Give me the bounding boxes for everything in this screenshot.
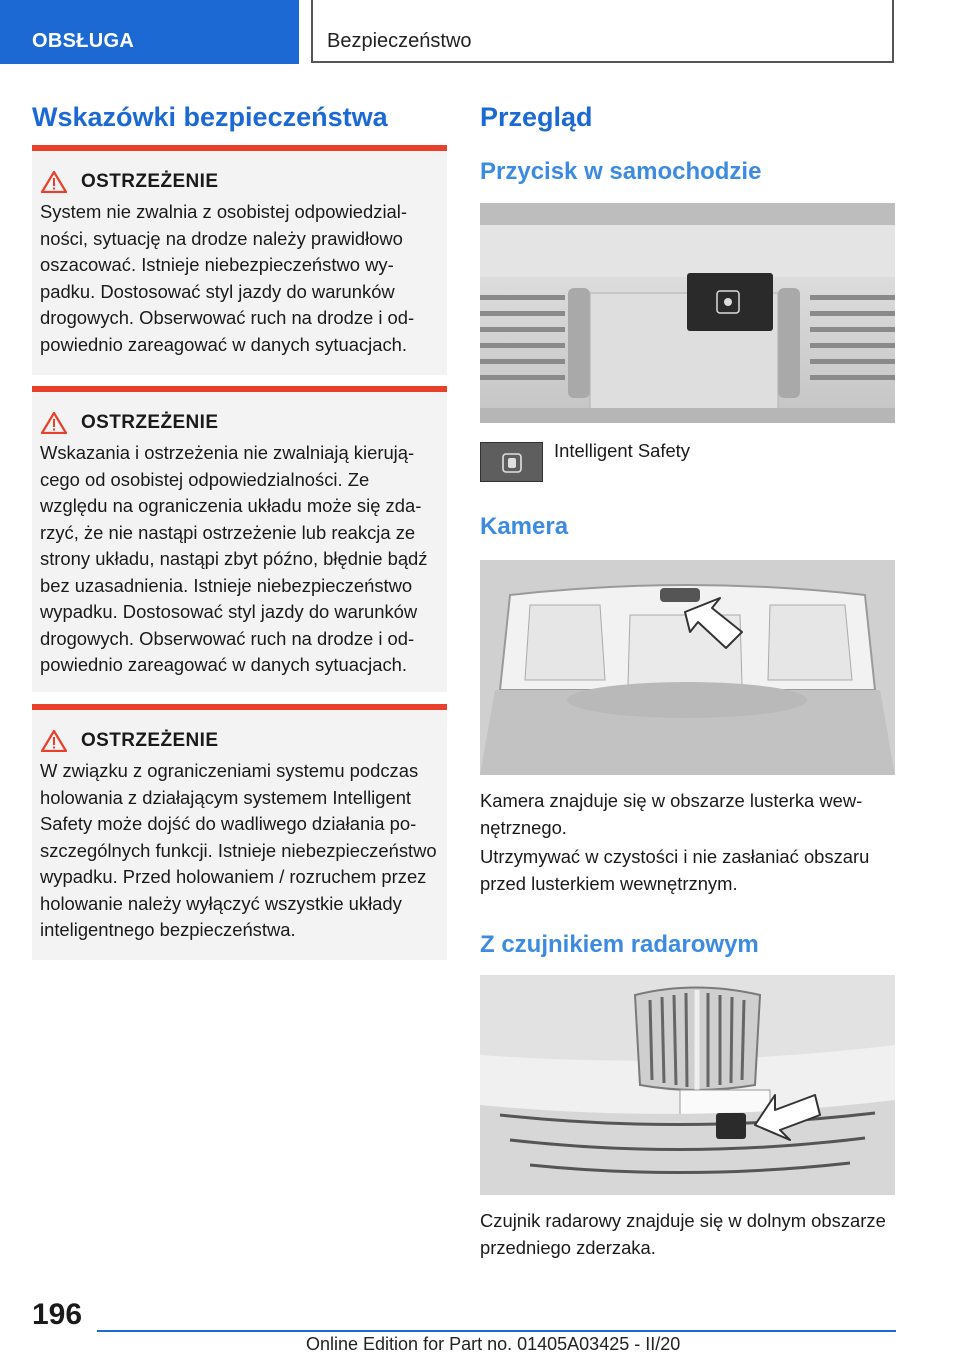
overview-title: Przegląd — [480, 102, 593, 132]
warning-text: W związku z ograniczeniami systemu podczas holowania z działającym systemem Intelligent Safety może dojść do wadliwego działania poszczególnych funkcji. Istnieje niebezpieczeństwo wypadku. Przed holowaniem / rozruchem przez holowanie należy wyłączyć wszystkie układy inteligentnego bezpieczeństwa. — [40, 760, 437, 940]
dashboard-button-image — [480, 203, 895, 423]
button-caption: Intelligent Safety — [554, 440, 690, 461]
section-tab — [0, 0, 299, 64]
section-label: OBSŁUGA — [32, 30, 135, 52]
footer-edition: Online Edition for Part no. 01405A03425 - II/20 — [306, 1334, 681, 1354]
intelligent-safety-icon — [480, 442, 543, 482]
warning-triangle-icon — [41, 171, 67, 193]
footer-divider — [97, 1330, 896, 1332]
warning-text: Wskazania i ostrzeżenia nie zwalniają kierującego od osobistej odpowiedzialności. Ze względu na ograniczenia układu może się zdarzyć, że nie nastąpi ostrzeżenie lub reakcja ze strony układu, nastąpi zbyt późno, błędnie bądź bez uzasadnienia. Istnieje niebezpieczeństwo wypadku. Dostosować styl jazdy do warunków drogowych. Obserwować ruch na drodze i odpowiednio zareagować w danych sytuacjach. — [40, 442, 428, 675]
page-number: 196 — [32, 1298, 83, 1331]
button-heading: Przycisk w samochodzie — [480, 158, 762, 185]
warning-box-3 — [32, 704, 447, 960]
warning-triangle-icon — [41, 730, 67, 752]
camera-image — [480, 560, 895, 775]
warning-triangle-icon — [41, 412, 67, 434]
camera-heading: Kamera — [480, 513, 569, 540]
radar-heading: Z czujnikiem radarowym — [480, 931, 759, 958]
warning-label: OSTRZEŻENIE — [81, 730, 219, 751]
radar-image — [480, 975, 895, 1195]
warning-label: OSTRZEŻENIE — [81, 412, 219, 433]
camera-location-text: Kamera znajduje się w obszarze lusterka wewnętrznego. — [480, 790, 863, 838]
radar-location-text: Czujnik radarowy znajduje się w dolnym obszarze przedniego zderzaka. — [480, 1210, 886, 1258]
camera-clean-text: Utrzymywać w czystości i nie zasłaniać obszaru przed lusterkiem wewnętrznym. — [480, 846, 870, 894]
chapter-box — [311, 0, 894, 63]
chapter-label: Bezpieczeństwo — [327, 30, 472, 52]
warning-box-1 — [32, 145, 447, 375]
warning-label: OSTRZEŻENIE — [81, 171, 219, 192]
warning-box-2 — [32, 386, 447, 692]
section-title: Wskazówki bezpieczeństwa — [32, 102, 388, 132]
warning-text: System nie zwalnia z osobistej odpowiedzialności, sytuację na drodze należy prawidłowo oszacować. Istnieje niebezpieczeństwo wypadku. Dostosować styl jazdy do warunków drogowych. Obserwować ruch na drodze i odpowiednio zareagować w danych sytuacjach. — [40, 201, 415, 355]
